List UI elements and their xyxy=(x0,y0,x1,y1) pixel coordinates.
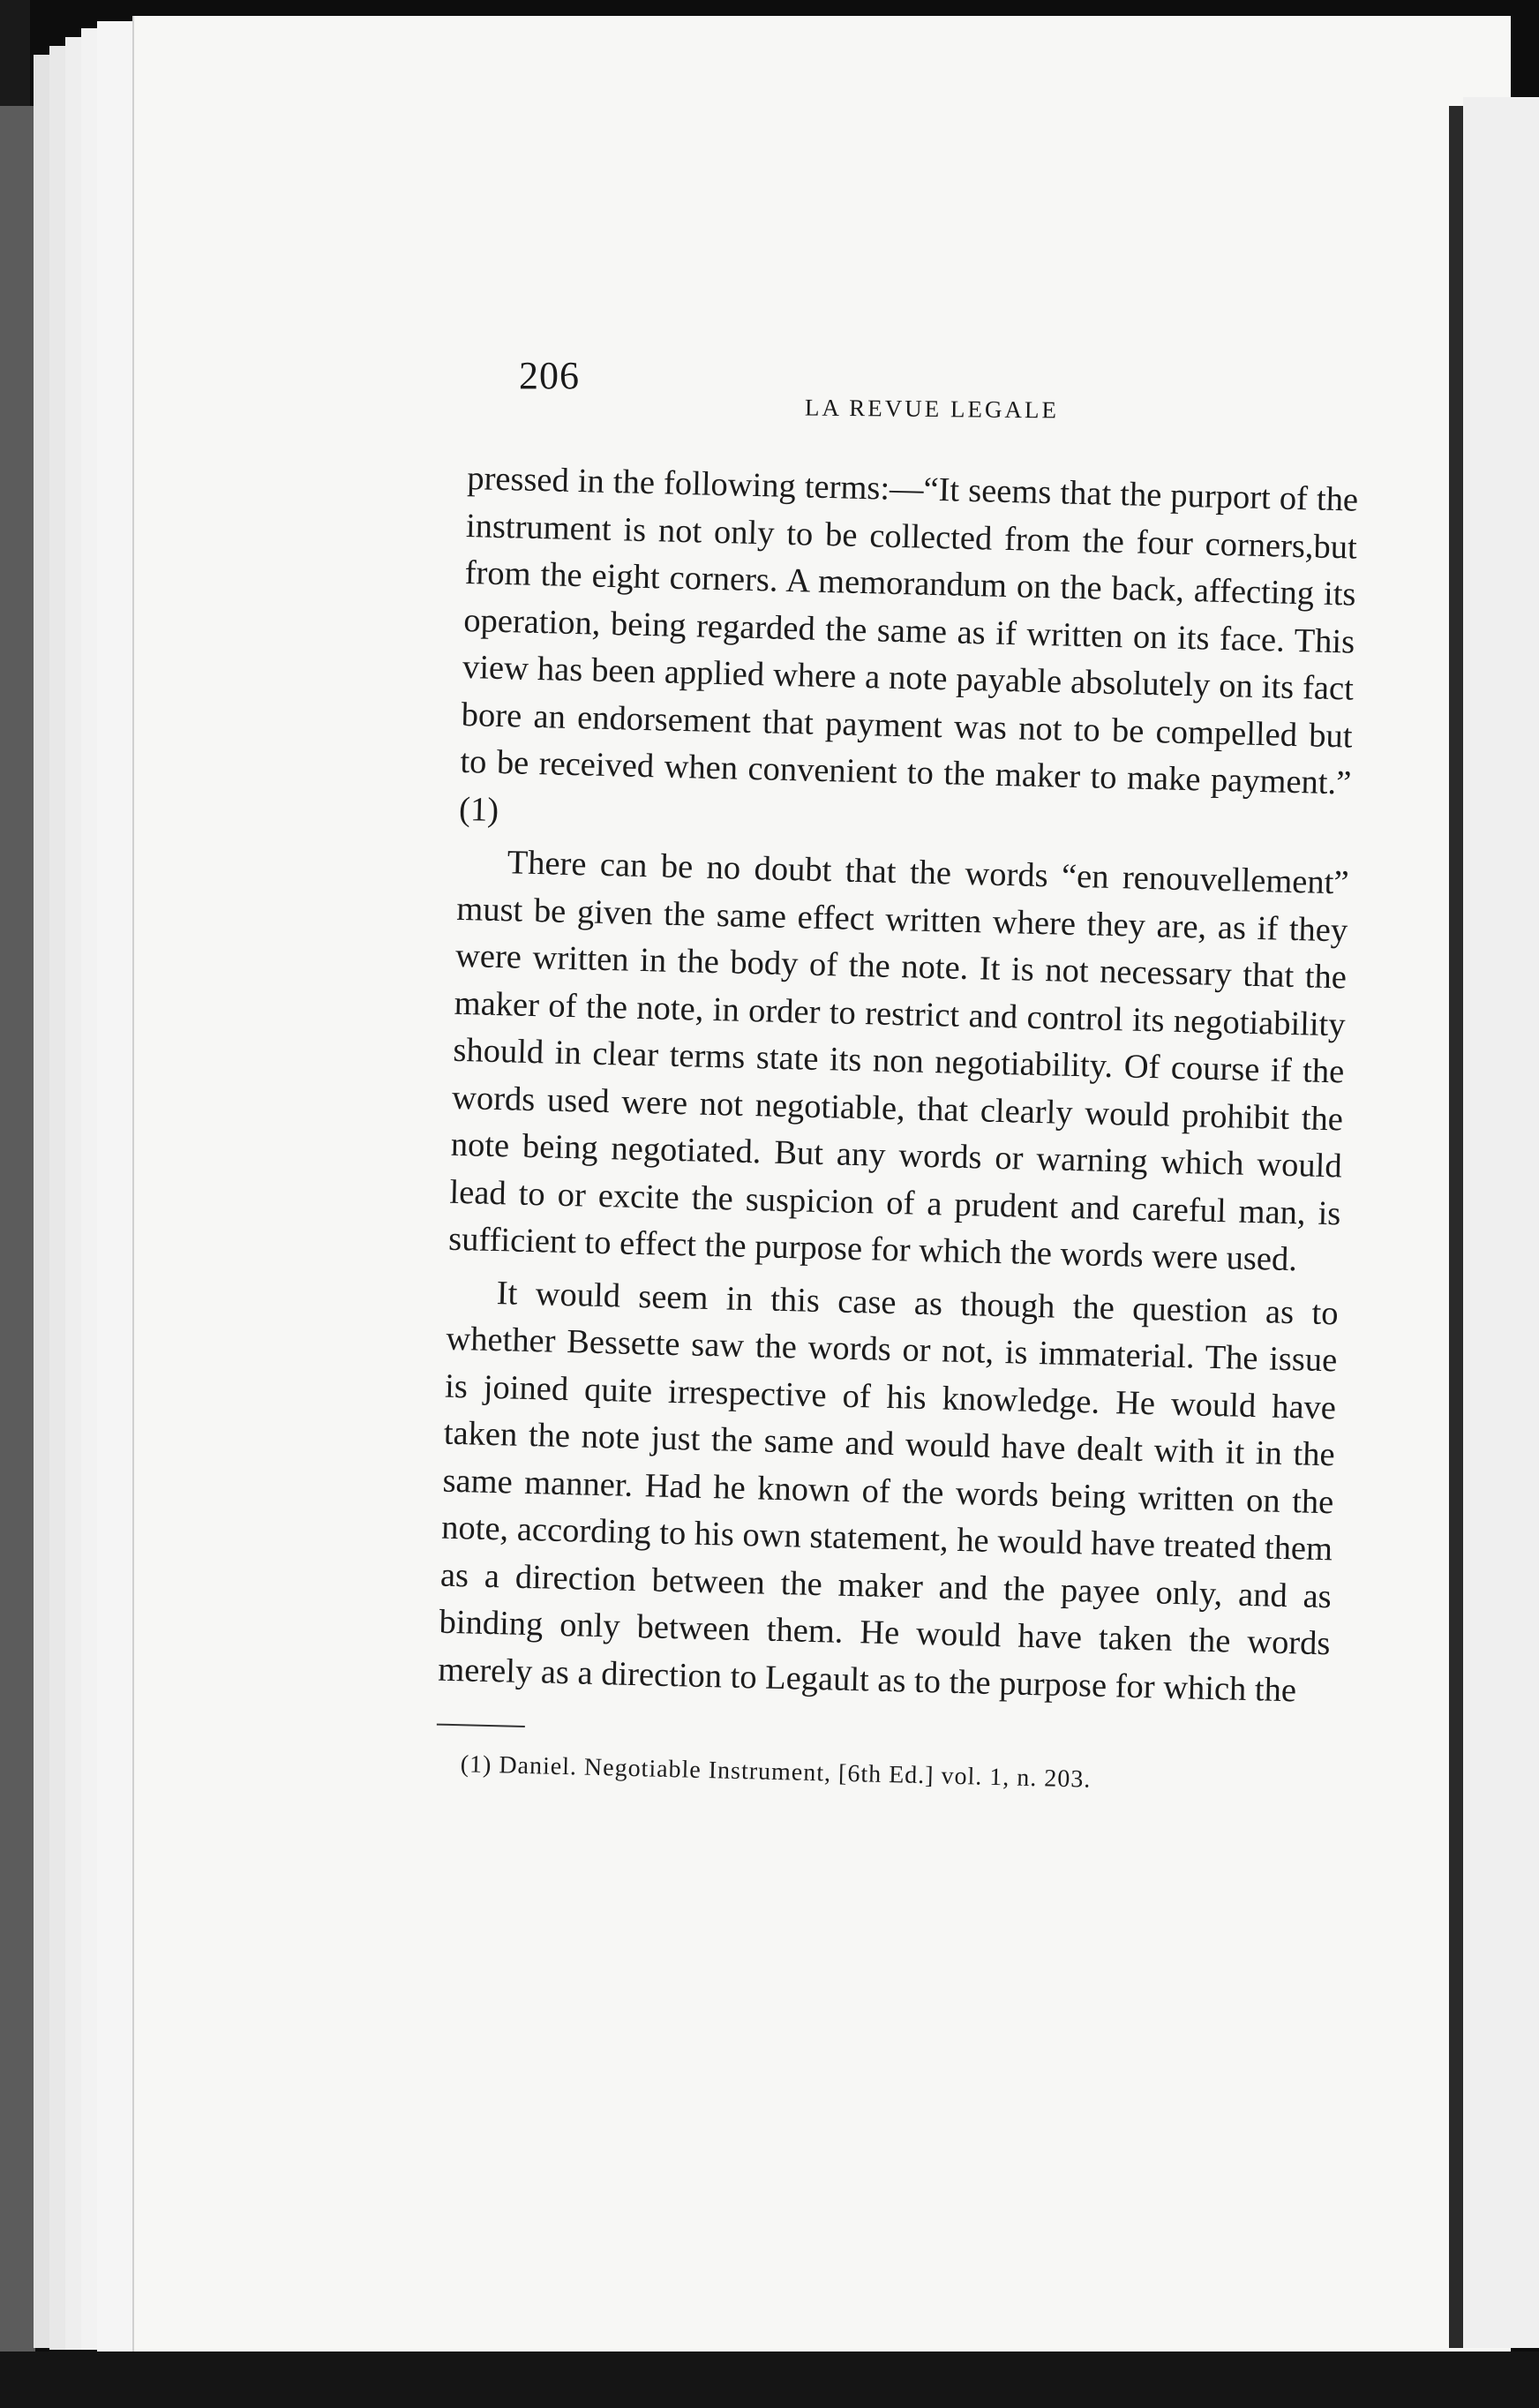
paragraph: pressed in the following terms:—“It seems that the purport of the instrument is not only to be collected from the four corners,but from the eight corners. A memorandum on the back, affecting its operation, being regarded the same as if written on its face. This view has been applied where a note payable absolutely on its fact bore an endorsement that payment was not to be compelled but to be received when convenient to the maker to make payment.” (1) xyxy=(458,459,1359,829)
paragraph: There can be no doubt that the words “en renouvellement” must be given the same effect written where they are, as if they were written in the body of the note. It is not necessary that the maker of the note, in order to restrict and control its negotiability should in clear terms state its non negotiability. Of course if the words used were not negotiable, that clearly would prohibit the note being negotiated. But any words or warning which would lead to or excite the suspicion of a prudent and careful man, is sufficient to effect the purpose for which the words were used. xyxy=(447,844,1349,1279)
page-number: 206 xyxy=(519,354,580,397)
scan-background-gray xyxy=(0,106,35,2366)
page-gutter-shadow xyxy=(1449,106,1463,2348)
footnote: (1) Daniel. Negotiable Instrument, [6th Ed.] vol. 1, n. 203. xyxy=(460,1750,1092,1794)
body-text xyxy=(435,455,1359,1825)
footnote-rule xyxy=(437,1724,525,1727)
scan-background-bottom xyxy=(0,2352,1539,2408)
paragraph: It would seem in this case as though the question as to whether Bessette saw the words or not, is immaterial. The issue is joined quite irrespective of his knowledge. He would have taken the note just the same and would have dealt with it in the same manner. Had he known of the words being written on the note, according to his own statement, he would have treated them as a direction between the maker and the payee only, and as binding only between them. He would have taken the words merely as a direction to Legault as to the purpose for which the xyxy=(437,1274,1340,1709)
running-head: LA REVUE LEGALE xyxy=(804,394,1060,424)
facing-page-edge xyxy=(1463,97,1539,2348)
